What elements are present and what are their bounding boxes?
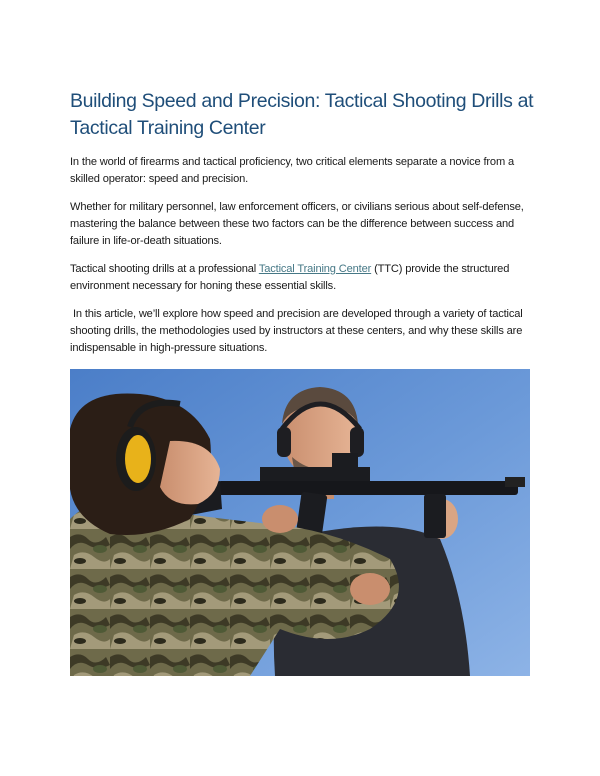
article-title: Building Speed and Precision: Tactical Shooting Drills at Tactical Training Center <box>70 90 534 139</box>
rifle-training-photo <box>70 369 530 676</box>
paragraph-article-overview-text: In this article, we’ll explore how speed and precision are developed through a variety of tactical shooting drills, the methodologies used by instructors at these centers, and why these skills are indispensable in high-pressure situations. <box>70 308 523 355</box>
paragraph-ttc <box>70 261 532 295</box>
paragraph-intro: In the world of firearms and tactical proficiency, two critical elements separate a novice from a skilled operator: speed and precision. <box>70 156 514 186</box>
photo-image-icon <box>70 369 530 676</box>
paragraph-audience: Whether for military personnel, law enforcement officers, or civilians serious about self-defense, mastering the balance between these two factors can be the difference between success and failure in life-or-death situations. <box>70 201 524 248</box>
paragraph-article-overview <box>70 306 532 358</box>
tactical-training-center-link[interactable]: Tactical Training Center <box>258 263 372 275</box>
paragraph-ttc-tail: (TTC) provide the structured environment necessary for honing these essential skills. <box>70 263 510 293</box>
paragraph-ttc-lead: Tactical shooting drills at a professional <box>70 263 259 275</box>
